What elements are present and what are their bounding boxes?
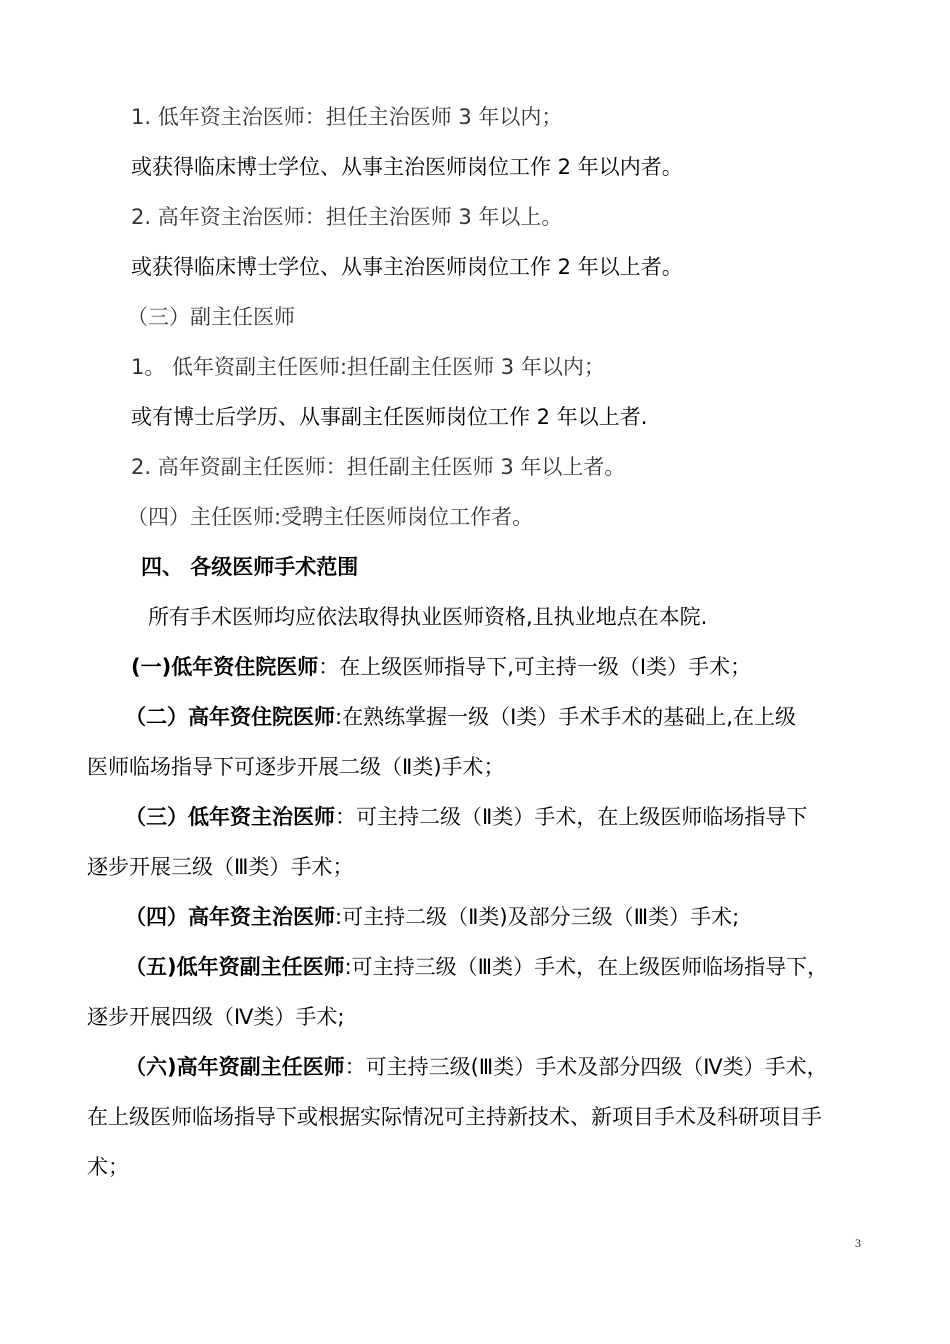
section-heading: （三）副主任医师 — [127, 305, 295, 329]
text-line: 或获得临床博士学位、从事主治医师岗位工作 2 年以上者。 — [131, 255, 683, 279]
list-item — [125, 1053, 828, 1081]
text-line: 逐步开展三级（Ⅲ类）手术； — [87, 855, 354, 879]
section-heading: （四）主任医师:受聘主任医师岗位工作者。 — [127, 505, 534, 529]
text-line: 1。 低年资副主任医师:担任副主任医师 3 年以内； — [131, 355, 605, 379]
list-item — [125, 703, 796, 731]
item-text: ：可主持二级（Ⅱ类）手术，在上级医师临场指导下 — [335, 805, 808, 829]
item-label: （二）高年资住院医师 — [125, 705, 335, 729]
text-line: 术； — [87, 1155, 129, 1179]
text-line: 2. 高年资主治医师：担任主治医师 3 年以上。 — [131, 205, 563, 229]
item-label: （四）高年资主治医师 — [125, 905, 335, 929]
list-item — [125, 903, 739, 931]
text-line: 或有博士后学历、从事副主任医师岗位工作 2 年以上者. — [131, 405, 648, 429]
page-number: 3 — [855, 1236, 861, 1250]
item-label: (一)低年资住院医师 — [131, 655, 319, 679]
text-line: 2. 高年资副主任医师：担任副主任医师 3 年以上者。 — [131, 455, 626, 479]
item-text: ：在上级医师指导下,可主持一级（Ⅰ类）手术； — [318, 655, 752, 679]
list-item — [125, 803, 807, 831]
text-line: 或获得临床博士学位、从事主治医师岗位工作 2 年以内者。 — [131, 155, 683, 179]
text-line: 所有手术医师均应依法取得执业医师资格,且执业地点在本院. — [148, 605, 708, 629]
item-label: （三）低年资主治医师 — [125, 805, 335, 829]
text-line: 逐步开展四级（Ⅳ类）手术; — [87, 1005, 345, 1029]
text-line: 1. 低年资主治医师：担任主治医师 3 年以内； — [131, 105, 563, 129]
item-text: ：可主持三级(Ⅲ类）手术及部分四级（Ⅳ类）手术， — [344, 1055, 828, 1079]
item-label: （六)高年资副主任医师 — [125, 1055, 345, 1079]
text-line: 医师临场指导下可逐步开展二级（Ⅱ类)手术； — [87, 755, 505, 779]
item-text: :可主持三级（Ⅲ类）手术，在上级医师临场指导下， — [344, 955, 829, 979]
list-item — [131, 653, 751, 681]
item-label: （五)低年资副主任医师 — [125, 955, 345, 979]
chapter-heading: 四、 各级医师手术范围 — [141, 555, 359, 579]
list-item — [125, 953, 828, 981]
item-text: :可主持二级（Ⅱ类)及部分三级（Ⅲ类）手术; — [335, 905, 740, 929]
text-line: 在上级医师临场指导下或根据实际情况可主持新技术、新项目手术及科研项目手 — [87, 1105, 822, 1129]
item-text: :在熟练掌握一级（Ⅰ类）手术手术的基础上,在上级 — [335, 705, 796, 729]
